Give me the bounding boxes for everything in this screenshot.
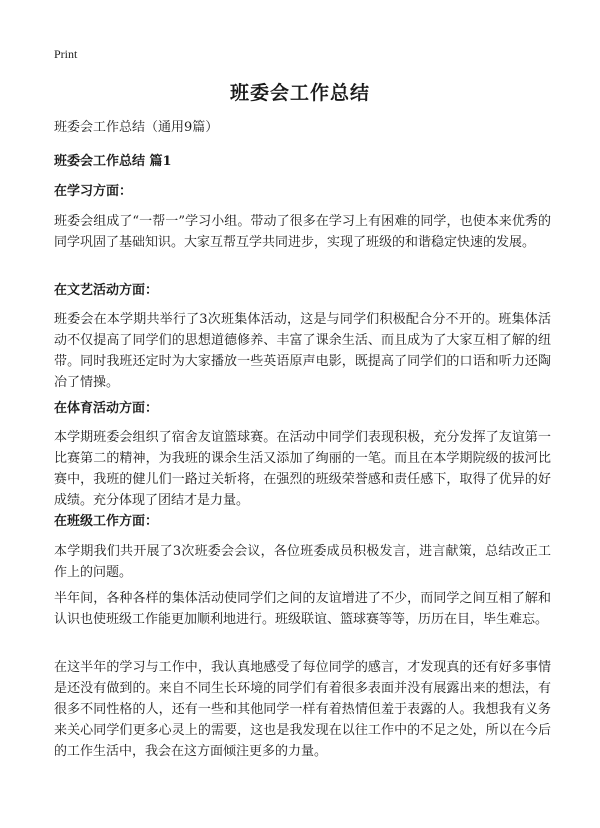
section-paragraph-reflection: 在这半年的学习与工作中，我认真地感受了每位同学的感言，才发现真的还有好多事情是还没有做到的。来自不同生长环境的同学们有着很多表面并没有展露出来的想法，有很多不同性格的人，还有一些和其他同学一样有着热情但羞于表露的人。我想我有义务来关心同学们更多心灵上的需要，这也是我发现在以往工作中的不足之处，所以在今后的工作生活中，我会在这方面倾注更多的力量。 bbox=[54, 660, 551, 759]
section-heading-sports: 在体育活动方面： bbox=[54, 401, 159, 416]
section-paragraph-meetings: 本学期我们共开展了3次班委会会议，各位班委成员积极发言，进言献策，总结改正工作上的问题。 bbox=[54, 544, 551, 580]
document-title: 班委会工作总结 bbox=[229, 82, 370, 104]
section-paragraph-sports: 本学期班委会组织了宿舍友谊篮球赛。在活动中同学们表现积极，充分发挥了友谊第一比赛第二的精神，为我班的课余生活又添加了绚丽的一笔。而且在本学期院级的拔河比赛中，我班的健儿们一路过关斩将，在强烈的班级荣誉感和责任感下，取得了优异的好成绩。充分体现了团结才是力量。 bbox=[54, 430, 551, 508]
section-paragraph-arts: 班委会在本学期共举行了3次班集体活动，这是与同学们积极配合分不开的。班集体活动不仅提高了同学们的思想道德修养、丰富了课余生活、而且成为了大家互相了解的纽带。同时我班还定时为大家播放一些英语原声电影，既提高了同学们的口语和听力还陶冶了情操。 bbox=[54, 312, 551, 390]
section-paragraph-friendship: 半年间，各种各样的集体活动使同学们之间的友谊增进了不少，而同学之间互相了解和认识也使班级工作能更加顺利地进行。班级联谊、篮球赛等等，历历在目，毕生难忘。 bbox=[54, 591, 551, 627]
document-subtitle: 班委会工作总结（通用9篇） bbox=[54, 120, 219, 135]
section-heading-class-work: 在班级工作方面： bbox=[54, 514, 159, 529]
print-link[interactable]: Print bbox=[54, 47, 78, 61]
article-heading: 班委会工作总结 篇1 bbox=[54, 154, 172, 169]
section-heading-arts: 在文艺活动方面： bbox=[54, 283, 159, 298]
section-paragraph-study: 班委会组成了“一帮一”学习小组。带动了很多在学习上有困难的同学，也使本来优秀的同学巩固了基础知识。大家互帮互学共同进步，实现了班级的和谐稳定快速的发展。 bbox=[54, 214, 551, 250]
section-heading-study: 在学习方面： bbox=[54, 184, 133, 199]
